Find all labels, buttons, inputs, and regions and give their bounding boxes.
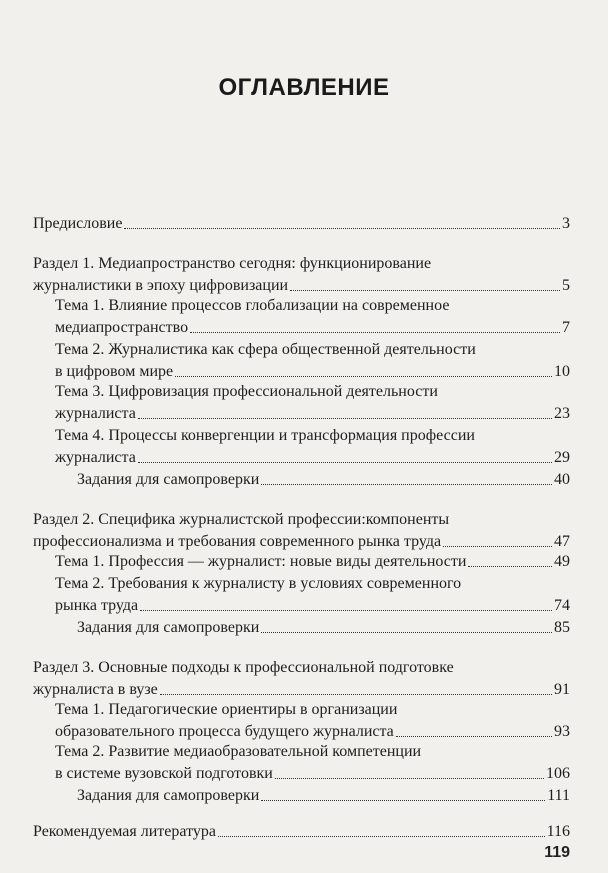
toc-page-number: 91 (554, 681, 570, 698)
dot-leader (275, 777, 544, 779)
toc-entry-section-2 (33, 532, 570, 552)
toc-topic-title-line: Тема 3. Цифровизация профессиональной деятельности (55, 383, 438, 400)
toc-entry-text: в цифровом мире (55, 363, 174, 380)
toc-section-title-line: Раздел 2. Специфика журналистской профессии:компоненты (33, 511, 450, 528)
toc-page-number: 111 (547, 787, 570, 804)
toc-page-number: 49 (554, 553, 570, 570)
toc-entry-topic (55, 722, 570, 742)
toc-page-number: 7 (562, 319, 570, 336)
dot-leader (396, 735, 552, 737)
toc-page-number: 74 (554, 597, 570, 614)
toc-entry-topic (55, 596, 570, 616)
toc-topic-title-line: Тема 2. Развитие медиаобразовательной компетенции (55, 743, 422, 760)
toc-entry-topic (55, 764, 570, 784)
dot-leader (175, 375, 552, 377)
toc-entry-topic (55, 404, 570, 424)
toc-topic-title-line: Тема 1. Влияние процессов глобализации на современное (55, 297, 450, 314)
toc-entry-text: в системе вузовской подготовки (55, 765, 273, 782)
page-title: ОГЛАВЛЕНИЕ (218, 74, 390, 101)
toc-page-number: 29 (554, 449, 570, 466)
toc-page-number: 23 (554, 405, 570, 422)
toc-page-number: 40 (554, 471, 570, 488)
dot-leader (261, 631, 552, 633)
toc-entry-topic (55, 318, 570, 338)
toc-section-title-line: Раздел 3. Основные подходы к профессиональной подготовке (33, 659, 454, 676)
toc-page-number: 5 (562, 277, 570, 294)
toc-section-title-line: Раздел 1. Медиапространство сегодня: функционирование (33, 255, 432, 272)
dot-leader (138, 417, 552, 419)
dot-leader (261, 483, 552, 485)
toc-page-number: 3 (562, 215, 570, 232)
page-number: 119 (544, 844, 570, 861)
dot-leader (443, 545, 552, 547)
toc-page-number: 85 (554, 619, 570, 636)
toc-page-number: 93 (554, 723, 570, 740)
toc-page-number: 10 (554, 363, 570, 380)
toc-entry-bibliography (33, 822, 570, 842)
toc-entry-section-3 (33, 680, 570, 700)
toc-entry-text: журналистики в эпоху цифровизации (33, 277, 289, 294)
toc-topic-title-line: Тема 1. Педагогические ориентиры в организации (55, 701, 398, 718)
dot-leader (124, 227, 560, 229)
toc-topic-title-line: Тема 4. Процессы конвергенции и трансформация профессии (55, 427, 475, 444)
toc-entry-text: Задания для самопроверки (77, 619, 260, 636)
toc-entry-text: журналиста (55, 405, 136, 422)
toc-entry-topic (55, 552, 570, 572)
toc-page-number: 116 (546, 823, 570, 840)
toc-entry-text: профессионализма и требования современного рынка труда (33, 533, 442, 550)
toc-entry-topic (55, 448, 570, 468)
toc-page-number: 47 (554, 533, 570, 550)
dot-leader (190, 331, 560, 333)
toc-entry-text: медиапространство (55, 319, 189, 336)
toc-entry-text: рынка труда (55, 597, 139, 614)
dot-leader (261, 799, 545, 801)
dot-leader (140, 609, 552, 611)
toc-entry-self-check (77, 618, 570, 638)
toc-topic-title-line: Тема 2. Журналистика как сфера общественной деятельности (55, 341, 476, 358)
toc-entry-text: Рекомендуемая литература (33, 823, 216, 840)
dot-leader (160, 693, 552, 695)
toc-entry-text: Задания для самопроверки (77, 787, 260, 804)
dot-leader (468, 565, 552, 567)
toc-entry-topic (55, 362, 570, 382)
toc-entry-text: Предисловие (33, 215, 123, 232)
toc-entry-text: Тема 1. Профессия — журналист: новые виды деятельности (55, 553, 467, 570)
toc-entry-text: Задания для самопроверки (77, 471, 260, 488)
toc-entry-section-1 (33, 276, 570, 296)
toc-entry-self-check (77, 470, 570, 490)
toc-entry-text: образовательного процесса будущего журналиста (55, 723, 394, 740)
toc-entry-self-check (77, 786, 570, 806)
toc-page-number: 106 (546, 765, 570, 782)
dot-leader (218, 835, 545, 837)
toc-entry-text: журналиста (55, 449, 136, 466)
toc-entry-text: журналиста в вузе (33, 681, 158, 698)
toc-topic-title-line: Тема 2. Требования к журналисту в условиях современного (55, 575, 462, 592)
dot-leader (138, 461, 552, 463)
toc-entry-preface (33, 214, 570, 234)
dot-leader (290, 289, 560, 291)
